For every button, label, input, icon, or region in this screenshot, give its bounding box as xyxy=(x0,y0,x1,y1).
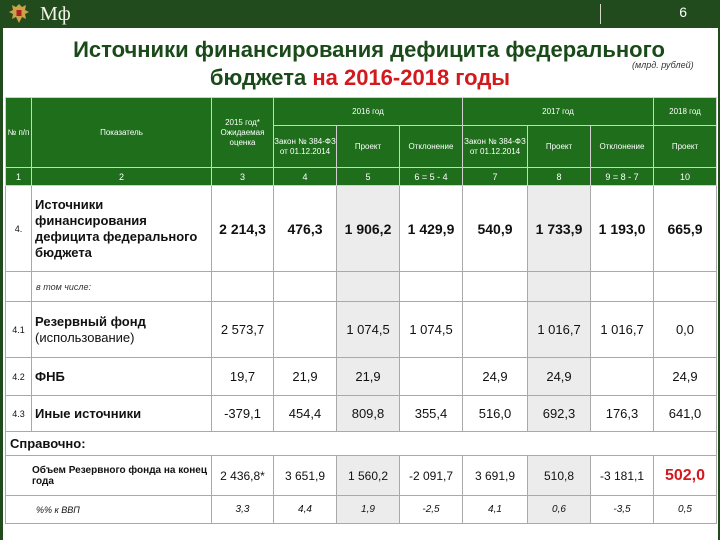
value-cell: 21,9 xyxy=(337,358,400,396)
value-cell: 1 560,2 xyxy=(337,456,400,496)
title-line-2 xyxy=(0,64,720,92)
value-cell xyxy=(274,272,337,302)
value-cell: 3 651,9 xyxy=(274,456,337,496)
title-line-1: Источники финансирования дефицита федерального xyxy=(73,37,665,62)
col-number-cell: 10 xyxy=(654,168,717,186)
value-cell: -2 091,7 xyxy=(400,456,463,496)
value-cell xyxy=(654,272,717,302)
col-group-2016: 2016 год xyxy=(274,98,463,126)
value-cell: 1 193,0 xyxy=(591,186,654,272)
value-cell: 809,8 xyxy=(337,396,400,432)
value-cell: 0,6 xyxy=(528,496,591,524)
top-header-band xyxy=(0,0,720,28)
value-cell: 1 074,5 xyxy=(400,302,463,358)
page-title xyxy=(0,36,720,92)
value-cell: 19,7 xyxy=(212,358,274,396)
value-cell: 4,4 xyxy=(274,496,337,524)
value-cell: 641,0 xyxy=(654,396,717,432)
units-note: (млрд. рублей) xyxy=(632,60,694,70)
col-header-indicator: Показатель xyxy=(32,98,212,168)
value-cell: 1 016,7 xyxy=(528,302,591,358)
reference-label: Справочно: xyxy=(6,432,717,456)
left-frame-strip xyxy=(0,28,3,540)
table-row xyxy=(6,456,717,496)
value-cell: 1 016,7 xyxy=(591,302,654,358)
row-number: 4. xyxy=(6,186,32,272)
col-number-cell: 8 xyxy=(528,168,591,186)
table-row xyxy=(6,302,717,358)
value-cell: 2 436,8* xyxy=(212,456,274,496)
title-line-2-prefix: бюджета xyxy=(209,65,313,90)
header-divider xyxy=(600,4,601,24)
row-number: 4.1 xyxy=(6,302,32,358)
ministry-logo: Мф xyxy=(40,3,71,25)
value-cell: 2 214,3 xyxy=(212,186,274,272)
row-label: в том числе: xyxy=(32,272,212,302)
value-cell: 510,8 xyxy=(528,456,591,496)
col-header-2015: 2015 год* Ожидаемая оценка xyxy=(212,98,274,168)
value-cell: 24,9 xyxy=(654,358,717,396)
col-header-deviation-2017: Отклонение xyxy=(591,126,654,168)
row-label: %% к ВВП xyxy=(6,496,212,524)
value-cell xyxy=(528,272,591,302)
value-cell: 476,3 xyxy=(274,186,337,272)
value-cell: 24,9 xyxy=(463,358,528,396)
financing-sources-table xyxy=(5,97,717,524)
value-cell: 0,5 xyxy=(654,496,717,524)
slide-number: 6 xyxy=(679,4,687,20)
value-cell: 2 573,7 xyxy=(212,302,274,358)
value-cell xyxy=(591,358,654,396)
value-cell xyxy=(400,272,463,302)
col-header-deviation-2016: Отклонение xyxy=(400,126,463,168)
col-header-project-2016: Проект xyxy=(337,126,400,168)
table-row xyxy=(6,358,717,396)
col-number-cell: 4 xyxy=(274,168,337,186)
value-cell: 1 074,5 xyxy=(337,302,400,358)
col-header-law-2016: Закон № 384-ФЗ от 01.12.2014 xyxy=(274,126,337,168)
col-number-cell: 1 xyxy=(6,168,32,186)
value-cell: -379,1 xyxy=(212,396,274,432)
col-header-project-2017: Проект xyxy=(528,126,591,168)
col-header-no: № п/п xyxy=(6,98,32,168)
value-cell: 4,1 xyxy=(463,496,528,524)
col-header-project-2018: Проект xyxy=(654,126,717,168)
table-row xyxy=(6,272,717,302)
value-cell: 21,9 xyxy=(274,358,337,396)
value-cell xyxy=(274,302,337,358)
value-cell xyxy=(337,272,400,302)
value-cell: -2,5 xyxy=(400,496,463,524)
row-number xyxy=(6,272,32,302)
value-cell: 692,3 xyxy=(528,396,591,432)
col-number-cell: 9 = 8 - 7 xyxy=(591,168,654,186)
row-label: Источники финансирования дефицита федерального бюджета xyxy=(32,186,212,272)
col-number-cell: 3 xyxy=(212,168,274,186)
value-cell: 454,4 xyxy=(274,396,337,432)
row-label xyxy=(32,302,212,358)
col-group-2017: 2017 год xyxy=(463,98,654,126)
value-cell: 355,4 xyxy=(400,396,463,432)
row-label-sub: (использование) xyxy=(35,329,135,345)
col-header-law-2017: Закон № 384-ФЗ от 01.12.2014 xyxy=(463,126,528,168)
value-cell: 1 733,9 xyxy=(528,186,591,272)
row-label: Объем Резервного фонда на конец года xyxy=(6,456,212,496)
col-number-cell: 2 xyxy=(32,168,212,186)
row-number: 4.2 xyxy=(6,358,32,396)
title-highlight: на 2016-2018 годы xyxy=(312,65,511,90)
value-cell: 665,9 xyxy=(654,186,717,272)
table-row xyxy=(6,396,717,432)
row-label-main: Резервный фонд xyxy=(35,313,146,329)
value-cell: 1,9 xyxy=(337,496,400,524)
value-cell: 176,3 xyxy=(591,396,654,432)
col-number-cell: 5 xyxy=(337,168,400,186)
row-label: ФНБ xyxy=(32,358,212,396)
value-cell: 0,0 xyxy=(654,302,717,358)
value-cell-highlight: 502,0 xyxy=(654,456,717,496)
row-number: 4.3 xyxy=(6,396,32,432)
value-cell: 540,9 xyxy=(463,186,528,272)
value-cell: 3,3 xyxy=(212,496,274,524)
table-row xyxy=(6,496,717,524)
value-cell: 24,9 xyxy=(528,358,591,396)
value-cell xyxy=(463,302,528,358)
col-group-2018: 2018 год xyxy=(654,98,717,126)
value-cell xyxy=(463,272,528,302)
value-cell: 3 691,9 xyxy=(463,456,528,496)
row-label: Иные источники xyxy=(32,396,212,432)
value-cell xyxy=(212,272,274,302)
coat-of-arms-icon xyxy=(6,1,32,27)
value-cell xyxy=(591,272,654,302)
value-cell: -3,5 xyxy=(591,496,654,524)
reference-row xyxy=(6,432,717,456)
value-cell: -3 181,1 xyxy=(591,456,654,496)
table-row xyxy=(6,186,717,272)
col-number-cell: 6 = 5 - 4 xyxy=(400,168,463,186)
value-cell: 1 429,9 xyxy=(400,186,463,272)
value-cell xyxy=(400,358,463,396)
col-number-cell: 7 xyxy=(463,168,528,186)
value-cell: 1 906,2 xyxy=(337,186,400,272)
value-cell: 516,0 xyxy=(463,396,528,432)
